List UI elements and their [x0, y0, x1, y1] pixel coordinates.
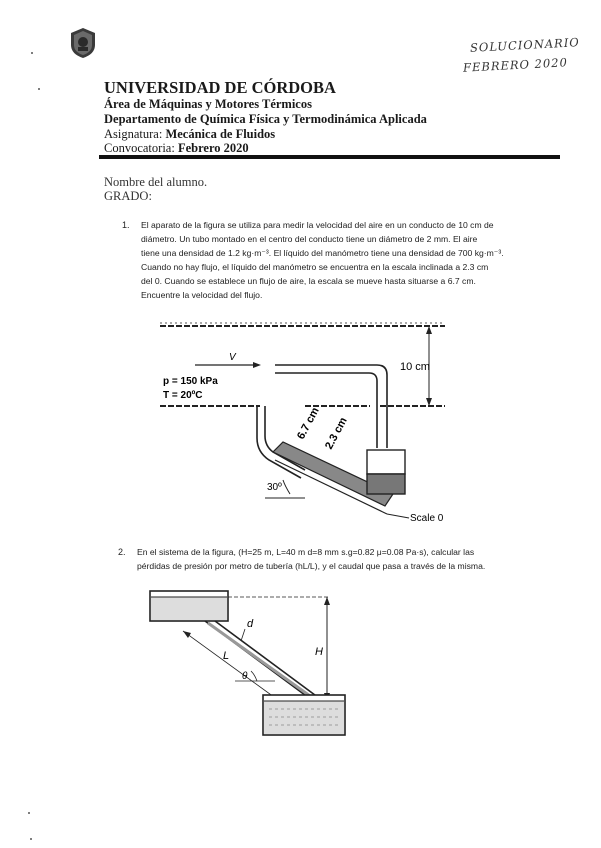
figure2-height-label: H	[315, 646, 323, 658]
handwritten-note-line2: FEBRERO 2020	[462, 55, 569, 75]
question1-number: 1.	[122, 220, 130, 230]
header-divider	[99, 155, 560, 159]
area-title: Área de Máquinas y Motores Térmicos	[104, 97, 312, 111]
session-value: Febrero 2020	[177, 141, 249, 155]
figure1-height-label: 10 cm	[400, 361, 430, 373]
figure2-diameter-label: d	[247, 618, 254, 630]
margin-mark	[30, 838, 32, 840]
question1-line: Cuando no hay flujo, el líquido del manómetro se encuentra en la escala inclinada a 2.3 cm	[141, 262, 489, 272]
question1-line: tiene una densidad de 1.2 kg·m⁻³. El líquido del manómetro tiene una densidad de 700 kg·m⁻³.	[141, 248, 504, 258]
question2-line: En el sistema de la figura, (H=25 m, L=40 m d=8 mm s.g=0.82 μ=0.08 Pa·s), calcular las	[137, 547, 475, 557]
question1-line: El aparato de la figura se utiliza para medir la velocidad del aire en un conducto de 10 cm de	[141, 220, 494, 230]
session-label: Convocatoria:	[104, 141, 175, 155]
university-title: UNIVERSIDAD DE CÓRDOBA	[104, 78, 336, 97]
margin-mark	[38, 88, 40, 90]
question1-line: diámetro. Un tubo montado en el centro del conducto tiene un diámetro de 2 mm. El aire	[141, 234, 478, 244]
figure2-angle-label: θ	[242, 671, 248, 682]
student-grade-label: GRADO:	[104, 189, 152, 203]
margin-mark	[28, 812, 30, 814]
figure1-temperature-label: T = 20ºC	[163, 390, 203, 401]
question1-figure	[155, 318, 485, 528]
department-title: Departamento de Química Física y Termodinámica Aplicada	[104, 112, 427, 126]
session-line	[104, 141, 249, 156]
question1-text	[141, 218, 504, 302]
figure1-scale-zero-label: Scale 0	[410, 513, 444, 524]
student-name-label: Nombre del alumno.	[104, 175, 208, 189]
figure1-reading2-label: 2.3 cm	[323, 415, 350, 452]
figure1-velocity-label: V	[229, 352, 236, 363]
figure1-angle-label: 30º	[267, 482, 282, 493]
university-seal-logo	[68, 27, 98, 59]
question2-number: 2.	[118, 547, 126, 557]
figure1-pressure-label: p = 150 kPa	[163, 376, 218, 387]
margin-mark	[31, 52, 33, 54]
question2-text	[137, 545, 485, 573]
subject-label: Asignatura:	[104, 127, 163, 141]
handwritten-note-line1: SOLUCIONARIO	[469, 35, 581, 55]
question2-line: pérdidas de presión por metro de tubería (hL/L), y el caudal que pasa a través de la misma.	[137, 561, 486, 571]
subject-value: Mecánica de Fluidos	[165, 127, 276, 141]
question2-figure	[145, 583, 370, 743]
figure2-length-label: L	[223, 650, 230, 662]
question1-line: Encuentre la velocidad del flujo.	[141, 290, 263, 300]
figure1-reading1-label: 6.7 cm	[295, 405, 322, 442]
question1-line: del 0. Cuando se establece un flujo de aire, la escala se mueve hasta situarse a 6.7 cm.	[141, 276, 476, 286]
subject-line	[104, 127, 275, 142]
